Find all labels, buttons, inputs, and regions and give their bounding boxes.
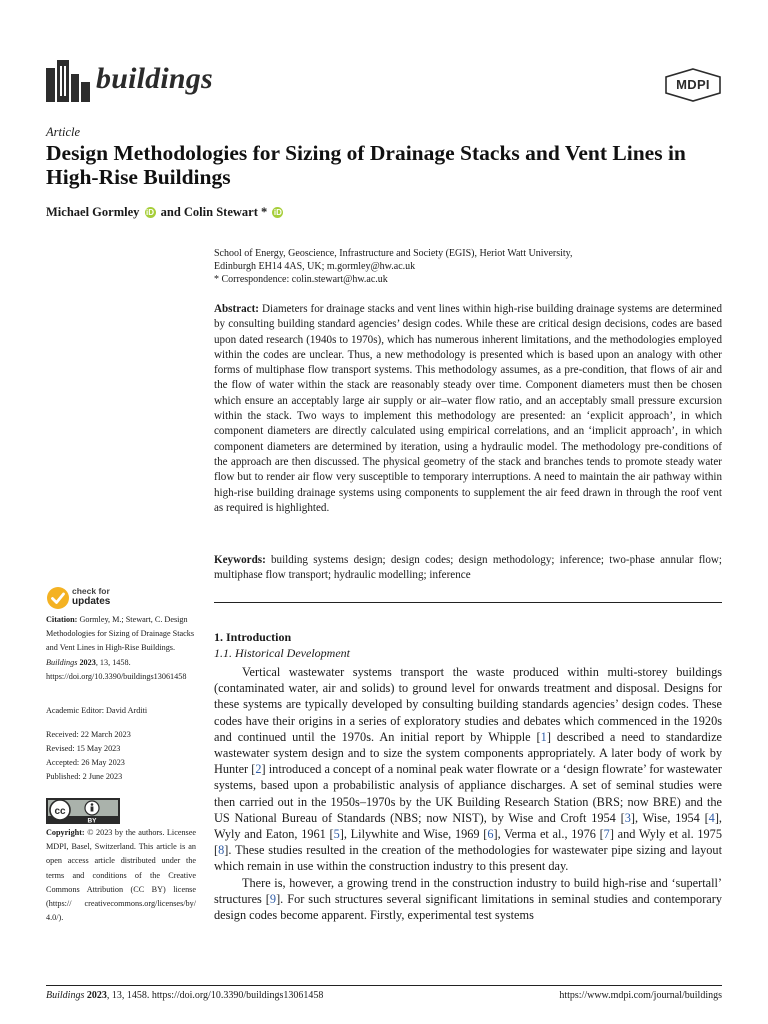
corresponding-marker: * (257, 205, 268, 219)
citation-ref[interactable]: 6 (487, 827, 494, 842)
citation-ref[interactable]: 2 (255, 762, 262, 777)
citation-ref[interactable]: 3 (624, 810, 631, 825)
citation-ref[interactable]: 1 (540, 729, 547, 744)
abstract-text: Diameters for drainage stacks and vent lines within high-rise building drainage systems are determined by consulting building standard agencies’ design codes. While these are critical design decisions, codes are based upon dated research (1940s to 1970s), which has numerous inherent limitations, and the methodologies employed within the codes are unclear. Thus, a new methodology is presented which is based upon an analogy with other forms of multiphase flow transport systems. This methodology assumes, as a pre-condition, that flows of air and the flow of water within the stack are reasonably steady over time. Component diameters must then be chosen which ensure an acceptably large air supply or air–water flow ratio, and an acceptably small pressure excursion within the stack. Two ways to implement this methodology are presented: an ‘explicit approach’, in which component diameters are directly calculated using empirical correlations, and an ‘implicit approach’, in which component diameters are determined by iteration, using a hydraulic model. The methodology pre-conditions of the approach are then discussed. The physical geometry of the stack and branches tends to promote steady water flow but to render air flow very susceptible to temporary interruptions. A need to maintain the air pathway within high-rise building drainage systems using components to supplement the air feed drawn in through the roof vent as required is highlighted. (214, 303, 723, 514)
author-name[interactable]: Michael Gormley (46, 205, 140, 219)
check-updates-line: updates (72, 595, 111, 607)
check-for-updates-label[interactable] (72, 587, 132, 606)
citation-ref[interactable]: 8 (218, 843, 225, 858)
buildings-logo-icon (46, 60, 90, 102)
cc-badge-label: BY (87, 817, 97, 824)
keywords (214, 553, 722, 584)
text-run: ]. These studies resulted in the creation of the methodologies for wastewater pipe sizing and layout which remain in use within the construction industry to this present day. (214, 843, 722, 874)
citation-text: Gormley, M.; Stewart, C. Design Methodologies for Sizing of Drainage Stacks and Vent Lines in High-Rise Buildings. (46, 615, 195, 653)
journal-name: buildings (96, 62, 213, 95)
footer-journal: Buildings (46, 990, 85, 1001)
svg-text:cc: cc (54, 806, 66, 817)
text-run: Vertical wastewater systems transport the waste produced within multi-storey buildings (contaminated water, air and solids) to ground level for onwards treatment and disposal. Designs for these systems are typically developed by consulting building standards agencies’ design codes. These codes have their origins in a series of exploratory studies and debates which commenced in the 1920s and continued until the 1970s. An initial report by Whipple [ (214, 665, 722, 744)
footer-divider (46, 985, 722, 986)
citation-ref[interactable]: 5 (333, 827, 340, 842)
keywords-label: Keywords: (214, 554, 266, 566)
affiliation-line: Edinburgh EH14 4AS, UK; m.gormley@hw.ac.uk (214, 261, 416, 272)
citation-year: 2023 (79, 657, 96, 667)
creative-commons-by-icon[interactable] (46, 798, 120, 824)
paragraph (214, 875, 722, 924)
copyright-notice (46, 826, 196, 925)
text-run: ] and Wyly et al. 1975 [ (214, 827, 722, 858)
accepted-date: Accepted: 26 May 2023 (46, 758, 125, 767)
text-run: ], Verma et al., 1976 [ (493, 827, 604, 842)
revised-date: Revised: 15 May 2023 (46, 744, 121, 753)
citation-ref[interactable]: 4 (708, 810, 715, 825)
author-list (46, 205, 285, 220)
article-type: Article (46, 125, 81, 139)
check-for-updates-icon[interactable] (46, 586, 70, 610)
citation-ref[interactable]: 9 (269, 891, 277, 906)
text-run: ], Wise, 1954 [ (630, 810, 709, 825)
text-run: ] described a need to standardize wastewater system design and to size the system components appropriately. A later body of work by Hunter [ (214, 729, 722, 777)
check-updates-line: check for (72, 586, 110, 596)
received-date: Received: 22 March 2023 (46, 730, 131, 739)
orcid-icon[interactable]: iD (273, 208, 282, 217)
correspondence: * Correspondence: colin.stewart@hw.ac.uk (214, 274, 388, 285)
academic-editor: Academic Editor: David Arditi (46, 706, 148, 715)
divider (214, 602, 722, 603)
abstract (214, 302, 722, 516)
paragraph (214, 664, 722, 875)
citation-journal: Buildings (46, 657, 78, 667)
text-run: ]. For such structures several significant limitations in seminal studies and contemporary design codes become apparent. Firstly, experimental test systems (214, 891, 722, 923)
abstract-label: Abstract: (214, 303, 259, 315)
mdpi-logo-text: MDPI (676, 77, 710, 92)
body-text (214, 664, 722, 923)
section-heading: 1. Introduction (214, 630, 292, 644)
footer-year: 2023 (86, 990, 107, 1001)
keywords-text: building systems design; design codes; design methodology; inference; two-phase annular flow; multiphase flow transport; hydraulic modelling; inference (214, 554, 722, 582)
text-run: ] introduced a concept of a nominal peak water flowrate or a ‘design flowrate’ for wastewater systems, based upon a probabilistic analysis of appliance discharges. A set of seminal studies were then carried out in the 1950s–1970s by the UK Building Research Station (BRS; now BRE) and the US National Bureau of Standards (NBS; now NIST), by Wise and Croft 1954 [ (214, 762, 722, 825)
published-date: Published: 2 June 2023 (46, 772, 123, 781)
author-name[interactable]: Colin Stewart (183, 205, 258, 219)
text-run: ], Lilywhite and Wise, 1969 [ (339, 827, 488, 842)
text-run: ], Wyly and Eaton, 1961 [ (214, 810, 722, 842)
article-title: Design Methodologies for Sizing of Drainage Stacks and Vent Lines in High-Rise Buildings (46, 141, 686, 189)
citation (46, 613, 196, 684)
orcid-icon[interactable]: iD (146, 208, 154, 217)
citation-ref[interactable]: 7 (603, 827, 610, 842)
footer-citation (46, 990, 323, 1001)
footer-journal-url[interactable]: https://www.mdpi.com/journal/buildings (559, 990, 722, 1001)
copyright-label: Copyright: (46, 828, 85, 837)
subsection-heading: 1.1. Historical Development (214, 646, 350, 660)
citation-doi[interactable]: , 13, 1458. https://doi.org/10.3390/buildings13061458 (46, 657, 187, 681)
citation-label: Citation: (46, 615, 78, 624)
affiliation-line: School of Energy, Geoscience, Infrastructure and Society (EGIS), Heriot Watt University, (214, 248, 573, 259)
text-run: There is, however, a growing trend in the construction industry to build high-rise and ‘supertall’ structures [ (214, 875, 722, 906)
copyright-text: © 2023 by the authors. Licensee MDPI, Basel, Switzerland. This article is an open access article distributed under the terms and conditions of the Creative Commons Attribution (CC BY) license (https:// creativecommons.org/licenses/by/ 4.0/). (46, 828, 197, 923)
author-joiner: and (157, 205, 184, 219)
footer-doi[interactable]: , 13, 1458. https://doi.org/10.3390/buildings13061458 (106, 990, 324, 1001)
